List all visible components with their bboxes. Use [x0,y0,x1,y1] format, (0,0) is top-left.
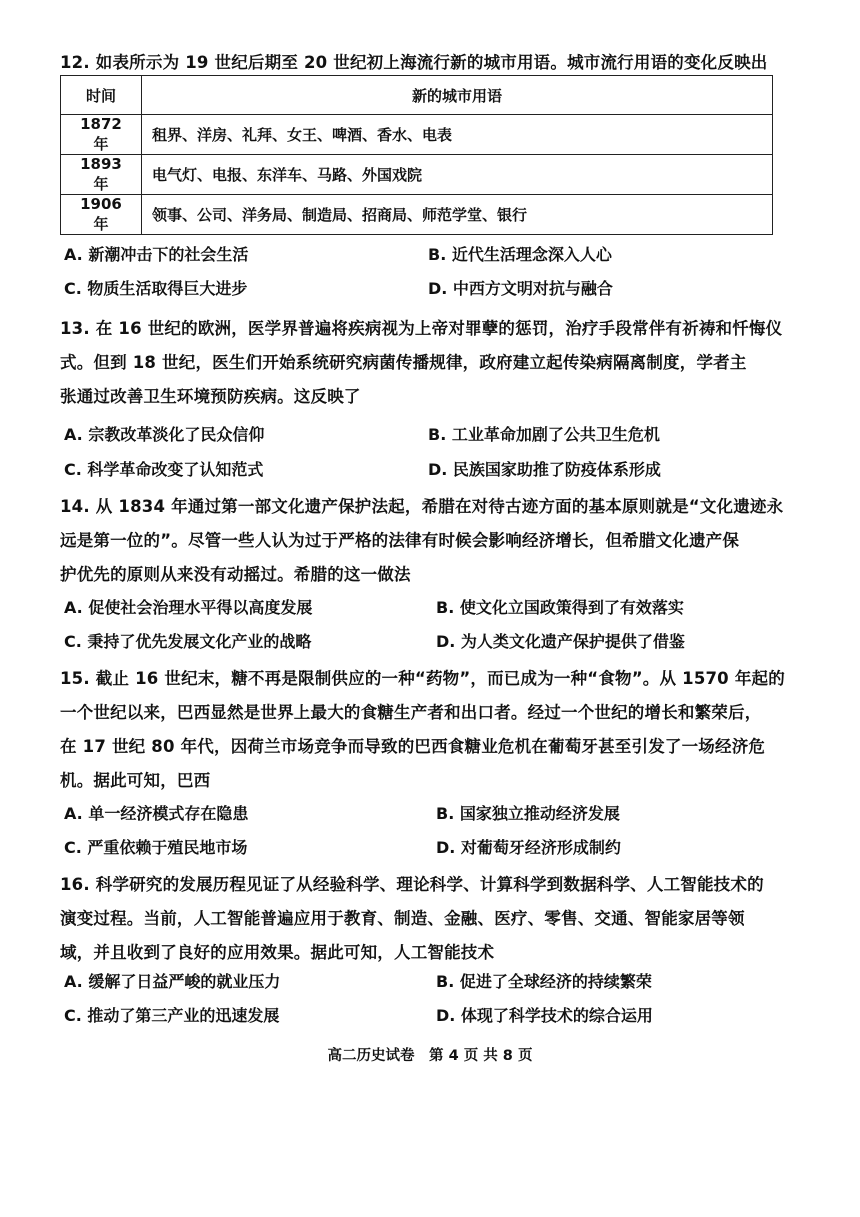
q16-stem-line-3: 域，并且收到了良好的应用效果。据此可知，人工智能技术 [60,943,495,962]
q12-table [60,75,773,235]
q14-option-d: D. 为人类文化遗产保护提供了借鉴 [436,632,685,651]
q13-option-a: A. 宗教改革淡化了民众信仰 [64,425,265,444]
table-cell-terms: 电气灯、电报、东洋车、马路、外国戏院 [142,155,773,195]
page-footer: 高二历史试卷 第 4 页 共 8 页 [327,1048,533,1064]
q14-stem-line-1: 14. 从 1834 年通过第一部文化遗产保护法起，希腊在对待古迹方面的基本原则就是“文化遗迹永 [60,497,784,516]
q15-option-a: A. 单一经济模式存在隐患 [64,804,249,823]
table-header-time: 时间 [61,76,142,115]
table-cell-terms: 领事、公司、洋务局、制造局、招商局、师范学堂、银行 [142,195,773,235]
q14-stem-line-2: 远是第一位的”。尽管一些人认为过于严格的法律有时候会影响经济增长，但希腊文化遗产保 [60,531,740,550]
table-row [61,155,773,195]
q14-option-b: B. 使文化立国政策得到了有效落实 [436,598,684,617]
q16-stem-line-2: 演变过程。当前，人工智能普遍应用于教育、制造、金融、医疗、零售、交通、智能家居等领 [60,909,745,928]
q16-option-b: B. 促进了全球经济的持续繁荣 [436,972,652,991]
q12-option-b: B. 近代生活理念深入人心 [428,245,612,264]
q13-option-d: D. 民族国家助推了防疫体系形成 [428,460,661,479]
q15-option-b: B. 国家独立推动经济发展 [436,804,620,823]
q15-stem-line-2: 一个世纪以来，巴西显然是世界上最大的食糖生产者和出口者。经过一个世纪的增长和繁荣后， [60,703,762,722]
q14-option-c: C. 秉持了优先发展文化产业的战略 [64,632,312,651]
q12-stem: 12. 如表所示为 19 世纪后期至 20 世纪初上海流行新的城市用语。城市流行用语的变化反映出 [60,53,768,72]
q15-option-c: C. 严重依赖于殖民地市场 [64,838,248,857]
table-row [61,195,773,235]
q13-option-c: C. 科学革命改变了认知范式 [64,460,264,479]
table-cell-terms: 租界、洋房、礼拜、女王、啤酒、香水、电表 [142,115,773,155]
q15-option-d: D. 对葡萄牙经济形成制约 [436,838,621,857]
q13-stem-line-1: 13. 在 16 世纪的欧洲，医学界普遍将疾病视为上帝对罪孽的惩罚，治疗手段常伴有祈祷和忏悔仪 [60,319,783,338]
q15-stem-line-1: 15. 截止 16 世纪末，糖不再是限制供应的一种“药物”，而已成为一种“食物”。从 1570 年起的 [60,669,785,688]
q16-option-d: D. 体现了科学技术的综合运用 [436,1006,653,1025]
table-row [61,115,773,155]
q15-stem-line-4: 机。据此可知，巴西 [60,771,211,790]
table-cell-year: 1872 年 [61,115,142,155]
q12-option-a: A. 新潮冲击下的社会生活 [64,245,249,264]
q16-option-c: C. 推动了第三产业的迅速发展 [64,1006,280,1025]
q12-option-c: C. 物质生活取得巨大进步 [64,279,248,298]
q12-option-d: D. 中西方文明对抗与融合 [428,279,613,298]
q13-stem-line-3: 张通过改善卫生环境预防疾病。这反映了 [60,387,361,406]
table-header-terms: 新的城市用语 [142,76,773,115]
q16-option-a: A. 缓解了日益严峻的就业压力 [64,972,281,991]
q16-stem-line-1: 16. 科学研究的发展历程见证了从经验科学、理论科学、计算科学到数据科学、人工智能技术的 [60,875,764,894]
q14-option-a: A. 促使社会治理水平得以高度发展 [64,598,313,617]
table-header-row [61,76,773,115]
q13-option-b: B. 工业革命加剧了公共卫生危机 [428,425,660,444]
table-cell-year: 1906 年 [61,195,142,235]
q13-stem-line-2: 式。但到 18 世纪，医生们开始系统研究病菌传播规律，政府建立起传染病隔离制度，学者主 [60,353,747,372]
q15-stem-line-3: 在 17 世纪 80 年代，因荷兰市场竞争而导致的巴西食糖业危机在葡萄牙甚至引发了一场经济危 [60,737,766,756]
table-cell-year: 1893 年 [61,155,142,195]
q14-stem-line-3: 护优先的原则从来没有动摇过。希腊的这一做法 [60,565,411,584]
